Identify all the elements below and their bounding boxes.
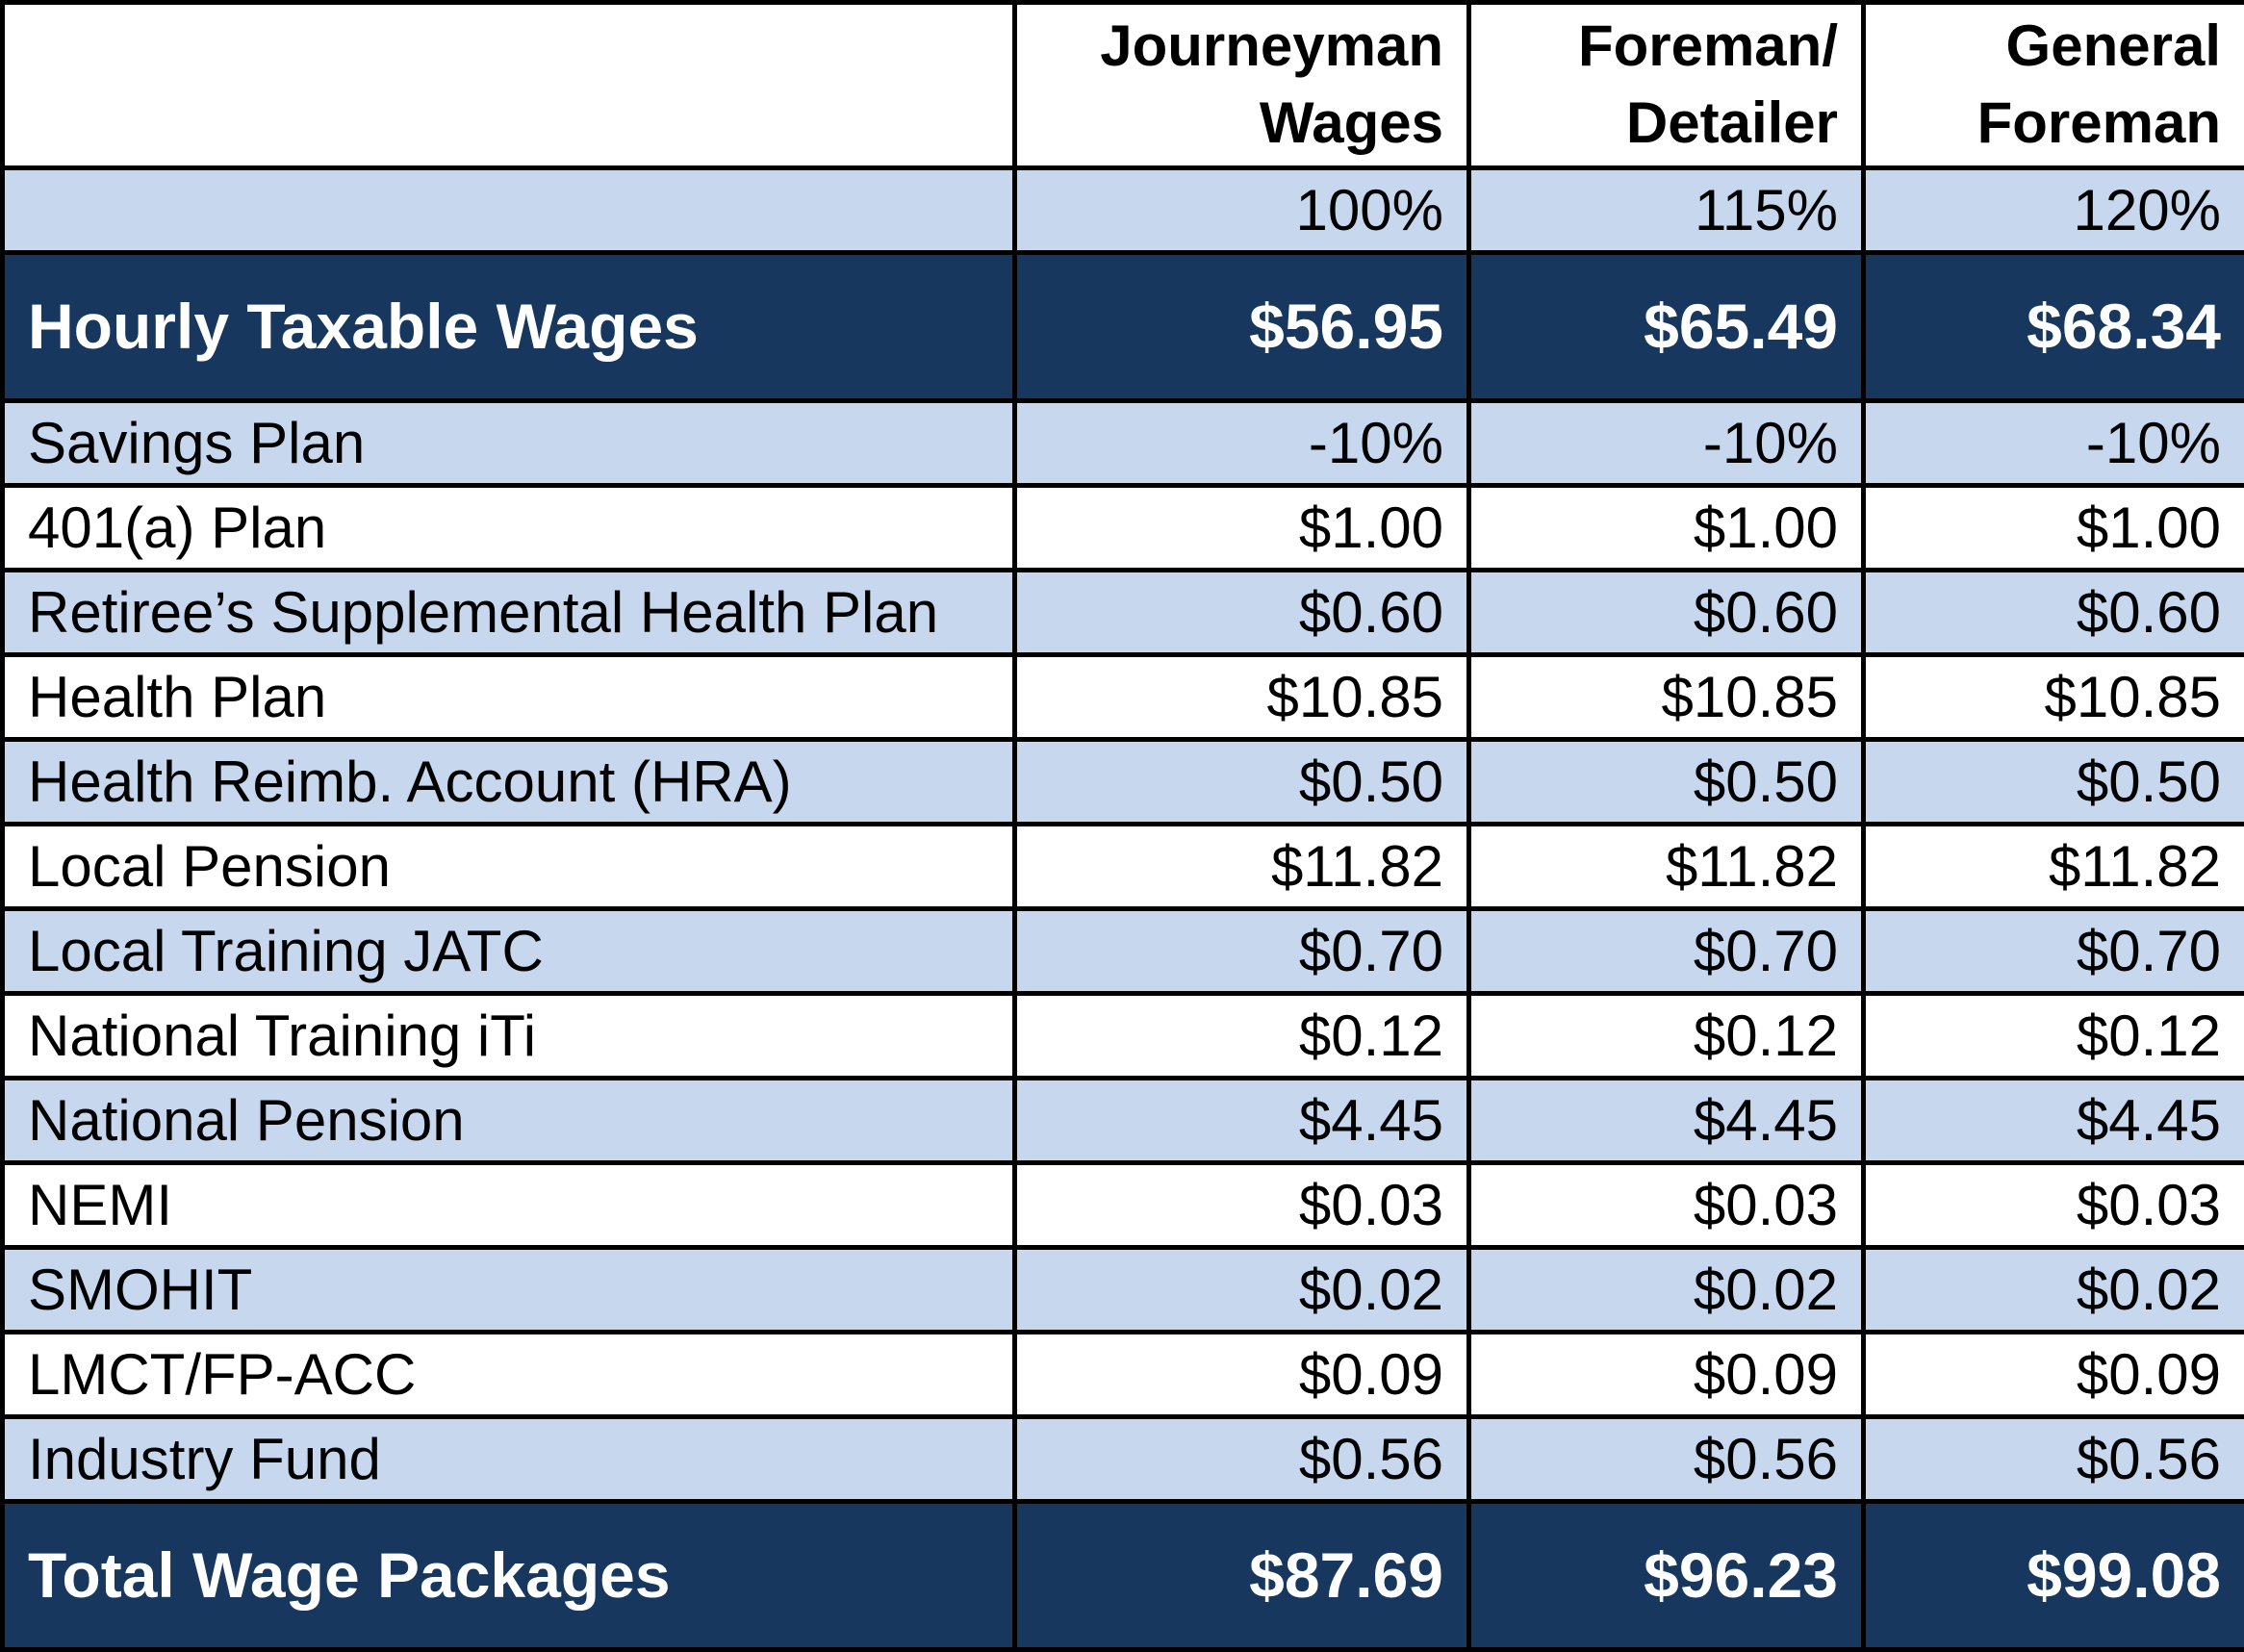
table-row <box>3 994 2244 1079</box>
row-value-general-foreman: $0.50 <box>1864 740 2244 825</box>
table-row <box>3 1248 2244 1333</box>
row-label: Savings Plan <box>3 401 1015 486</box>
header-journeyman-wages: Journeyman Wages <box>1015 3 1469 168</box>
hourly-taxable-wages-row <box>3 253 2244 401</box>
row-value-general-foreman: -10% <box>1864 401 2244 486</box>
hourly-journeyman: $56.95 <box>1015 253 1469 401</box>
row-value-foreman: $0.70 <box>1469 909 1864 994</box>
row-value-journeyman: $0.03 <box>1015 1163 1469 1248</box>
row-value-general-foreman: $0.09 <box>1864 1333 2244 1417</box>
row-value-journeyman: $0.50 <box>1015 740 1469 825</box>
row-value-journeyman: $0.60 <box>1015 571 1469 655</box>
row-value-journeyman: $0.09 <box>1015 1333 1469 1417</box>
row-value-general-foreman: $0.60 <box>1864 571 2244 655</box>
table-row <box>3 740 2244 825</box>
row-value-journeyman: $0.02 <box>1015 1248 1469 1333</box>
row-value-general-foreman: $0.02 <box>1864 1248 2244 1333</box>
row-label: Retiree’s Supplemental Health Plan <box>3 571 1015 655</box>
row-value-general-foreman: $0.12 <box>1864 994 2244 1079</box>
row-value-foreman: $1.00 <box>1469 486 1864 571</box>
table-row <box>3 571 2244 655</box>
table-row <box>3 1163 2244 1248</box>
row-value-foreman: $0.56 <box>1469 1417 1864 1502</box>
table-row <box>3 1079 2244 1163</box>
hourly-label: Hourly Taxable Wages <box>3 253 1015 401</box>
row-value-general-foreman: $11.82 <box>1864 825 2244 909</box>
row-value-journeyman: $0.56 <box>1015 1417 1469 1502</box>
row-label: LMCT/FP-ACC <box>3 1333 1015 1417</box>
row-value-general-foreman: $1.00 <box>1864 486 2244 571</box>
row-value-journeyman: -10% <box>1015 401 1469 486</box>
percentage-foreman: 115% <box>1469 168 1864 253</box>
row-label: National Training iTi <box>3 994 1015 1079</box>
table-row <box>3 401 2244 486</box>
row-value-general-foreman: $4.45 <box>1864 1079 2244 1163</box>
table-row <box>3 909 2244 994</box>
row-value-foreman: $0.60 <box>1469 571 1864 655</box>
row-value-foreman: $0.03 <box>1469 1163 1864 1248</box>
row-value-journeyman: $0.12 <box>1015 994 1469 1079</box>
row-label: NEMI <box>3 1163 1015 1248</box>
row-value-foreman: -10% <box>1469 401 1864 486</box>
table-row <box>3 655 2244 740</box>
hourly-foreman: $65.49 <box>1469 253 1864 401</box>
row-label: Industry Fund <box>3 1417 1015 1502</box>
row-value-foreman: $10.85 <box>1469 655 1864 740</box>
row-label: National Pension <box>3 1079 1015 1163</box>
row-value-journeyman: $4.45 <box>1015 1079 1469 1163</box>
table-row <box>3 1333 2244 1417</box>
row-value-journeyman: $0.70 <box>1015 909 1469 994</box>
percentage-journeyman: 100% <box>1015 168 1469 253</box>
row-label: Local Pension <box>3 825 1015 909</box>
table-row <box>3 486 2244 571</box>
header-cell-blank <box>3 3 1015 168</box>
header-general-foreman: General Foreman <box>1864 3 2244 168</box>
row-value-foreman: $4.45 <box>1469 1079 1864 1163</box>
table-header-row <box>3 3 2244 168</box>
total-foreman: $96.23 <box>1469 1502 1864 1650</box>
row-value-general-foreman: $0.70 <box>1864 909 2244 994</box>
row-value-foreman: $0.02 <box>1469 1248 1864 1333</box>
row-value-journeyman: $10.85 <box>1015 655 1469 740</box>
row-label: Health Reimb. Account (HRA) <box>3 740 1015 825</box>
row-value-foreman: $0.50 <box>1469 740 1864 825</box>
total-wage-packages-row <box>3 1502 2244 1650</box>
row-label: 401(a) Plan <box>3 486 1015 571</box>
percentage-cell-blank <box>3 168 1015 253</box>
total-general-foreman: $99.08 <box>1864 1502 2244 1650</box>
row-label: Health Plan <box>3 655 1015 740</box>
total-label: Total Wage Packages <box>3 1502 1015 1650</box>
row-label: SMOHIT <box>3 1248 1015 1333</box>
row-value-journeyman: $1.00 <box>1015 486 1469 571</box>
row-value-general-foreman: $10.85 <box>1864 655 2244 740</box>
percentage-general-foreman: 120% <box>1864 168 2244 253</box>
row-value-general-foreman: $0.03 <box>1864 1163 2244 1248</box>
table-row <box>3 1417 2244 1502</box>
total-journeyman: $87.69 <box>1015 1502 1469 1650</box>
row-value-foreman: $0.12 <box>1469 994 1864 1079</box>
table-row <box>3 825 2244 909</box>
hourly-general-foreman: $68.34 <box>1864 253 2244 401</box>
row-label: Local Training JATC <box>3 909 1015 994</box>
percentage-row <box>3 168 2244 253</box>
header-foreman-detailer: Foreman/ Detailer <box>1469 3 1864 168</box>
row-value-foreman: $11.82 <box>1469 825 1864 909</box>
row-value-general-foreman: $0.56 <box>1864 1417 2244 1502</box>
row-value-foreman: $0.09 <box>1469 1333 1864 1417</box>
row-value-journeyman: $11.82 <box>1015 825 1469 909</box>
